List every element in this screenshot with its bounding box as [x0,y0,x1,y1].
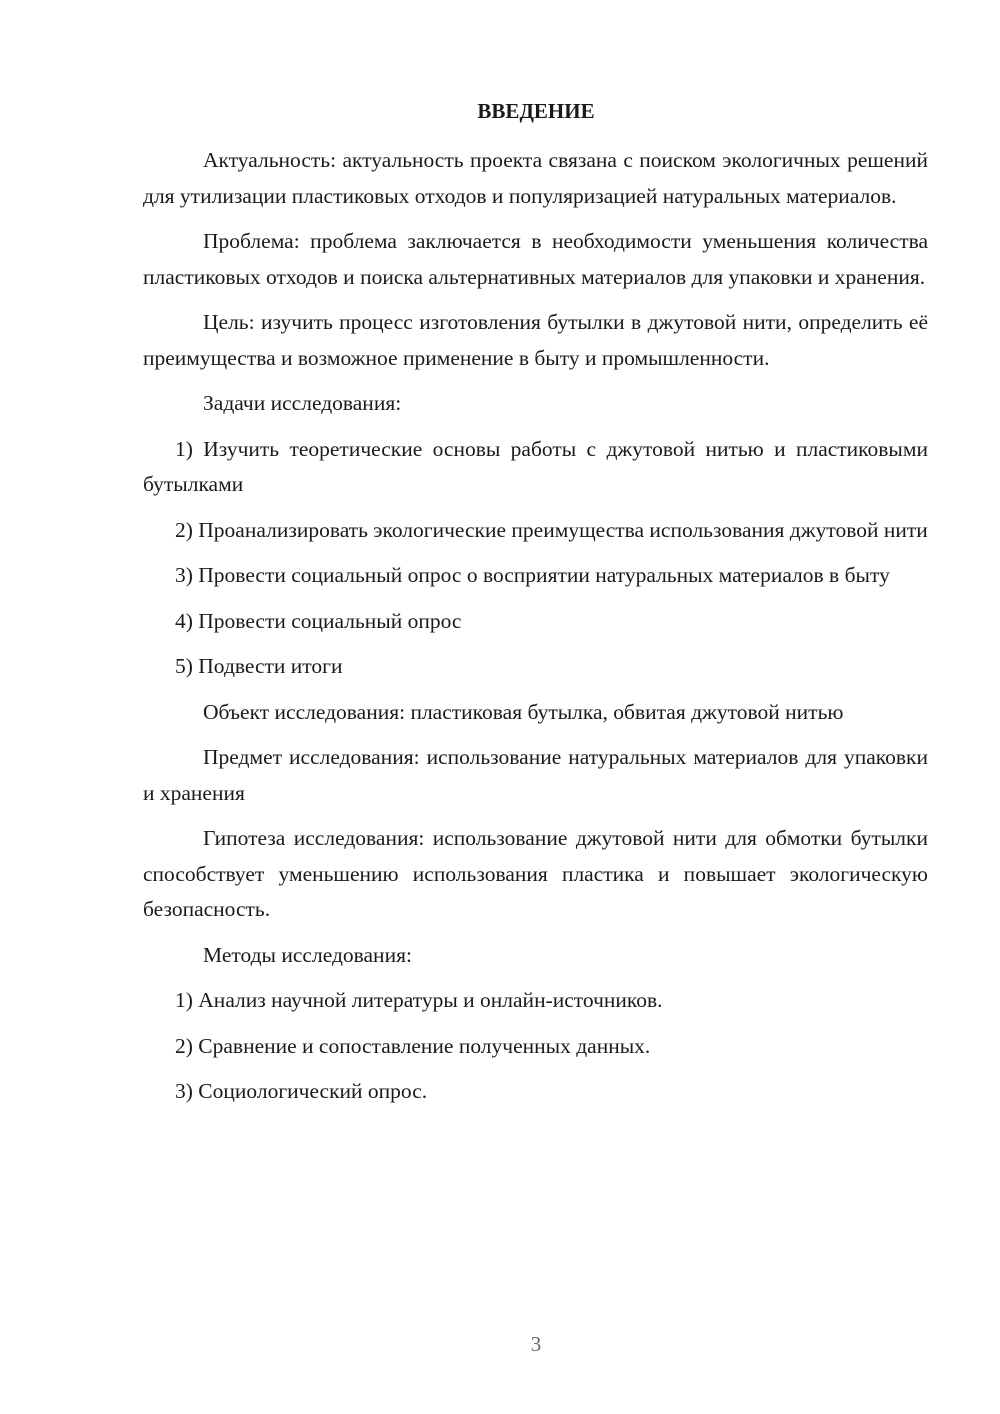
object-paragraph: Объект исследования: пластиковая бутылка, обвитая джутовой нитью [203,699,844,724]
method-item: 3) Социологический опрос. [175,1079,428,1103]
task-item: 3) Провести социальный опрос о восприятии натуральных материалов в быту [175,563,890,587]
subject-paragraph: Предмет исследования: использование натуральных материалов для упаковки и хранения [143,745,928,805]
hypothesis-paragraph: Гипотеза исследования: использование джутовой нити для обмотки бутылки способствует уменьшению использования пластика и повышает экологическую безопасность. [143,826,928,921]
goal-paragraph: Цель: изучить процесс изготовления бутылки в джутовой нити, определить её преимущества и возможное применение в быту и промышленности. [143,310,928,370]
task-item: 2) Проанализировать экологические преимущества использования джутовой нити [175,517,928,542]
task-item: 5) Подвести итоги [175,654,343,678]
method-item: 1) Анализ научной литературы и онлайн-источников. [175,988,663,1012]
task-item: 4) Провести социальный опрос [175,608,462,633]
relevance-paragraph: Актуальность: актуальность проекта связана с поиском экологичных решений для утилизации пластиковых отходов и популяризацией натуральных материалов. [143,148,928,208]
task-item: 1) Изучить теоретические основы работы с джутовой нитью и пластиковыми бутылками [143,436,928,496]
methods-heading: Методы исследования: [203,942,412,967]
page-title: ВВЕДЕНИЕ [477,99,595,123]
page-number: 3 [530,1332,542,1356]
document-body [143,143,928,1120]
problem-paragraph: Проблема: проблема заключается в необходимости уменьшения количества пластиковых отходов и поиска альтернативных материалов для упаковки и хранения. [143,229,928,289]
method-item: 2) Сравнение и сопоставление полученных данных. [175,1033,651,1058]
tasks-heading: Задачи исследования: [203,391,402,415]
